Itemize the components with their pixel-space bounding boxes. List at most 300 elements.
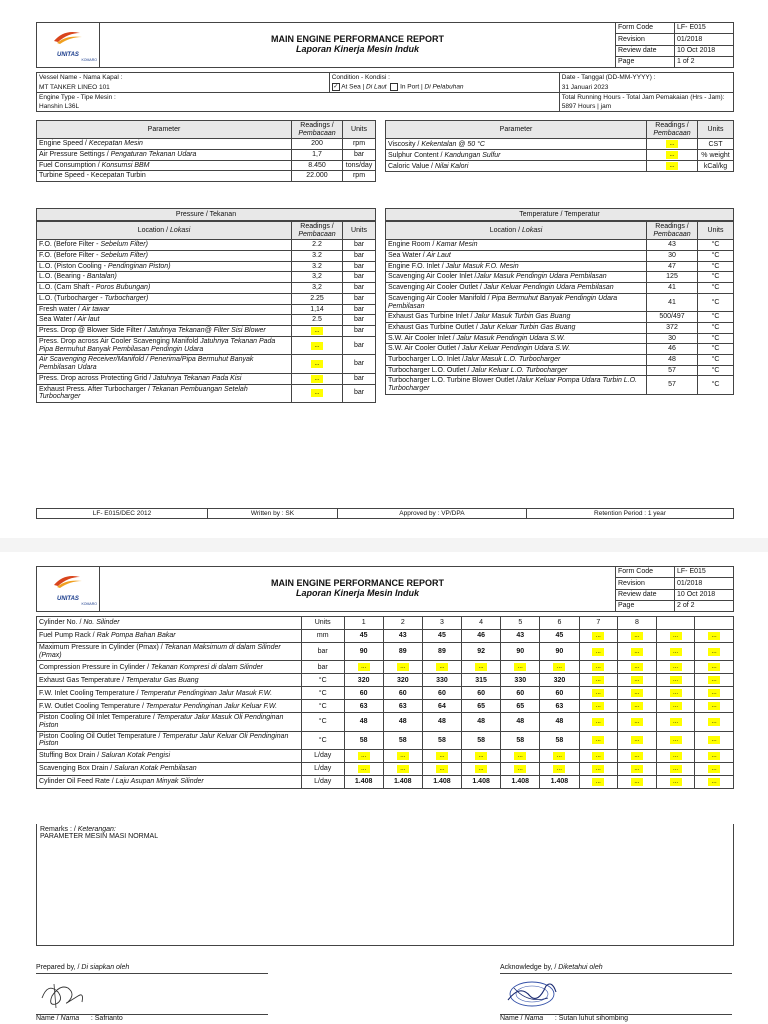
cylinder-row-label: Compression Pressure in Cylinder / Tekanan Kompresi di dalam Silinder [37, 661, 302, 674]
reading-value: 320 [553, 676, 566, 684]
unit: °C [698, 261, 734, 272]
unit: bar [343, 304, 376, 315]
prepared-by-block [36, 964, 268, 974]
location-label: Fresh water / Air tawar [37, 304, 292, 315]
reading-field[interactable]: ... [708, 752, 720, 760]
reading-field[interactable]: ... [631, 632, 643, 640]
unit: °C [301, 674, 344, 687]
location-label: F.O. (Before Filter - Sebelum Filter) [37, 240, 292, 251]
reading-field[interactable]: ... [358, 765, 370, 773]
location-label: Engine Room / Kamar Mesin [386, 240, 647, 251]
cylinder-row [37, 750, 734, 763]
running-hours-value: 5897 Hours | jam [559, 102, 733, 112]
report-header [36, 566, 734, 612]
reading-value: 1.408 [394, 778, 412, 786]
remarks-label: Remarks : / Keterangan: [40, 826, 116, 833]
date-value: 31 Januari 2023 [559, 82, 733, 93]
cylinder-row-label: Cylinder Oil Feed Rate / Laju Asupan Minyak Silinder [37, 776, 302, 789]
reading-field[interactable]: ... [670, 632, 682, 640]
reading-field[interactable]: ... [670, 718, 682, 726]
unit: °C [698, 251, 734, 262]
meta-label: Page [616, 56, 675, 67]
reading-field[interactable]: ... [397, 663, 409, 671]
prepared-name-value: : Safrianto [90, 1015, 123, 1022]
reading-field[interactable]: ... [666, 151, 678, 159]
param-row: Sulphur Content / Kandungan Sulfur ... % weight [386, 150, 734, 161]
reading-value: 65 [477, 702, 485, 710]
cylinder-row [37, 630, 734, 643]
col-readings: Readings / Pembacaan [292, 121, 343, 139]
reading-field[interactable]: ... [358, 752, 370, 760]
engine-type-label: Engine Type - Tipe Mesin : [37, 93, 560, 103]
reading-value: 330 [514, 676, 527, 684]
col-location: Location / Lokasi [37, 222, 292, 240]
reading-field[interactable]: ... [514, 765, 526, 773]
meta-label: Revision [616, 34, 675, 45]
reading-value: 372 [666, 323, 678, 331]
col-location: Location / Lokasi [386, 222, 647, 240]
acknowledge-signature-icon [500, 974, 562, 1012]
data-row [37, 325, 376, 336]
footer-form-code: LF- E015/DEC 2012 [37, 509, 208, 519]
reading-field[interactable]: ... [592, 689, 604, 697]
at-sea-label-it: Di Laut [366, 83, 387, 91]
unit: °C [301, 713, 344, 731]
reading-value: 43 [398, 632, 407, 640]
reading-value: 89 [438, 647, 446, 655]
col-units: Units [343, 222, 376, 240]
reading-field[interactable]: ... [708, 632, 720, 640]
unit: bar [343, 293, 376, 304]
meta-label: Form Code [616, 23, 675, 34]
reading-value: 60 [516, 689, 525, 697]
cylinder-row [37, 776, 734, 789]
cylinder-row-label: F.W. Inlet Cooling Temperature / Temperatur Pendinginan Jalur Masuk F.W. [37, 687, 302, 700]
reading-field[interactable]: ... [708, 702, 720, 710]
cylinder-number: 3 [422, 617, 461, 630]
reading-field[interactable]: ... [436, 752, 448, 760]
reading-field[interactable]: ... [708, 676, 720, 684]
data-row [37, 240, 376, 251]
unit: °C [301, 700, 344, 713]
cylinder-number: 6 [540, 617, 579, 630]
cylinder-row [37, 763, 734, 776]
location-label: L.O. (Cam Shaft - Poros Bubungan) [37, 283, 292, 294]
remarks-text: PARAMETER MESIN MASI NORMAL [40, 833, 159, 840]
unit: bar [343, 373, 376, 384]
param-row: Air Pressure Settings / Pengaturan Tekanan Udara 1,7 bar [37, 150, 376, 161]
reading-field[interactable]: ... [553, 663, 565, 671]
reading-field[interactable]: ... [708, 778, 720, 786]
reading-field[interactable]: ... [631, 765, 643, 773]
meta-value: 01/2018 [675, 578, 734, 589]
reading-field[interactable]: ... [311, 342, 323, 350]
location-label: Exhaust Gas Turbine Outlet / Jalur Keluar Turbin Gas Buang [386, 322, 647, 333]
data-row [386, 312, 734, 323]
logo-wave-icon [48, 571, 88, 593]
unit: °C [698, 322, 734, 333]
pressure-table [36, 208, 376, 403]
reading-field[interactable]: ... [311, 375, 323, 383]
data-row [37, 373, 376, 384]
reading-field[interactable]: ... [475, 765, 487, 773]
param-row: Engine Speed / Kecepatan Mesin 200 rpm [37, 139, 376, 150]
reading-field[interactable]: ... [475, 752, 487, 760]
unit: bar [343, 251, 376, 262]
reading-field[interactable]: ... [631, 752, 643, 760]
reading-field[interactable]: ... [592, 676, 604, 684]
data-row [37, 336, 376, 354]
cylinder-row [37, 674, 734, 687]
cylinder-row [37, 687, 734, 700]
reading-field[interactable]: ... [592, 663, 604, 671]
data-row [37, 315, 376, 326]
reading-value: 58 [438, 736, 446, 744]
reading-value: 57 [668, 381, 676, 389]
acknowledge-name-value: : Sutan luhut sihombing [554, 1015, 629, 1022]
cylinder-row [37, 700, 734, 713]
data-row [386, 272, 734, 283]
reading-field[interactable]: ... [311, 360, 323, 368]
location-label: Press. Drop across Protecting Grid / Jatuhnya Tekanan Pada Kisi [37, 373, 292, 384]
data-row [37, 251, 376, 262]
col-units: Units [343, 121, 376, 139]
location-label: Air Scavenging Receiver/Manifold / Penerima/Pipa Bermuhut Banyak Pembilasan Udara [37, 355, 292, 373]
at-sea-label: At Sea | [341, 83, 367, 91]
reading-value: 46 [668, 345, 676, 353]
reading-field[interactable]: ... [708, 765, 720, 773]
reading-field[interactable]: ... [311, 327, 323, 335]
location-label: S.W. Air Cooler Inlet / Jalur Masuk Pendingin Udara S.W. [386, 333, 647, 344]
location-label: Sea Water / Air Laut [386, 251, 647, 262]
reading-value: 58 [398, 736, 407, 744]
col-readings: Readings / Pembacaan [647, 121, 698, 139]
data-row [386, 261, 734, 272]
col-units: Units [698, 222, 734, 240]
remarks-box[interactable] [36, 824, 734, 946]
reading-value: 1.408 [354, 778, 373, 786]
param-row: Fuel Consumption / Konsumsi BBM 8.450 tons/day [37, 160, 376, 171]
title-english: MAIN ENGINE PERFORMANCE REPORT [270, 34, 444, 45]
col-cylinder-no: Cylinder No. / No. Silinder [37, 617, 302, 630]
reading-field[interactable]: ... [670, 736, 682, 744]
reading-value: 60 [438, 689, 446, 697]
reading-field[interactable]: ... [592, 765, 604, 773]
reading-field[interactable]: ... [553, 765, 565, 773]
cylinder-row [37, 661, 734, 674]
cylinder-number: 2 [383, 617, 422, 630]
reading-value: 3.2 [312, 252, 322, 260]
reading-value: 45 [359, 632, 368, 640]
reading-value: 58 [516, 736, 525, 744]
unit: bar [301, 661, 344, 674]
location-label: S.W. Air Cooler Outlet / Jalur Keluar Pendingin Udara S.W. [386, 344, 647, 355]
reading-field[interactable]: ... [708, 663, 720, 671]
meta-value: 1 of 2 [675, 56, 734, 67]
reading-field[interactable]: ... [592, 778, 604, 786]
unit: °C [301, 687, 344, 700]
location-label: Press. Drop across Air Cooler Scavenging Manifold Jatuhnya Tekanan Pada Pipa Bermuhut Banyak Pembilasan Pendingin Udara [37, 336, 292, 354]
unit: bar [343, 283, 376, 294]
report-header [36, 22, 734, 68]
reading-field[interactable]: ... [670, 648, 682, 656]
reading-field[interactable]: ... [670, 752, 682, 760]
cylinder-row-label: Scavenging Box Drain / Saluran Kotak Pembilasan [37, 763, 302, 776]
param-row: Viscosity / Kekentalan @ 50 °C ... CST [386, 139, 734, 150]
logo-subtext: KOMARO [81, 57, 97, 62]
unit: °C [698, 283, 734, 294]
reading-field[interactable]: ... [592, 702, 604, 710]
unit: °C [301, 731, 344, 749]
in-port-label-it: Di Pelabuhan [424, 83, 464, 91]
unit: bar [343, 355, 376, 373]
page-footer [36, 508, 734, 519]
reading-value: 315 [475, 676, 487, 684]
reading-field[interactable]: ... [514, 752, 526, 760]
reading-field[interactable]: ... [592, 752, 604, 760]
footer-approved-by: Approved by : VP/DPA [337, 509, 526, 519]
reading-field[interactable]: ... [631, 648, 643, 656]
meta-value: LF- E015 [675, 23, 734, 34]
reading-field[interactable]: ... [631, 676, 643, 684]
cylinder-number: 7 [579, 617, 618, 630]
unit: °C [698, 344, 734, 355]
location-label: Scavenging Air Cooler Manifold / Pipa Bermuhut Banyak Pendingin Udara Pembilasan [386, 293, 647, 311]
col-units: Units [301, 617, 344, 630]
cylinder-table [36, 616, 734, 789]
cylinder-number [656, 617, 695, 630]
reading-field[interactable]: ... [514, 663, 526, 671]
meta-value: 2 of 2 [675, 600, 734, 611]
reading-field[interactable]: ... [436, 765, 448, 773]
vessel-name-value: MT TANKER LINEO 101 [37, 82, 330, 93]
temperature-title: Temperature / Temperatur [385, 208, 734, 221]
reading-value: 45 [555, 632, 564, 640]
unit: mm [301, 630, 344, 643]
footer-retention: Retention Period : 1 year [527, 509, 734, 519]
data-row [37, 384, 376, 402]
reading-field[interactable]: ... [670, 765, 682, 773]
location-label: L.O. (Turbocharger - Turbocharger) [37, 293, 292, 304]
reading-value: 48 [398, 718, 407, 726]
unit: °C [698, 240, 734, 251]
reading-field[interactable]: ... [666, 162, 678, 170]
reading-field[interactable]: ... [553, 752, 565, 760]
company-logo [37, 23, 100, 68]
data-row [37, 293, 376, 304]
reading-field[interactable]: ... [631, 778, 643, 786]
cylinder-row-label: Exhaust Gas Temperature / Temperatur Gas Buang [37, 674, 302, 687]
acknowledge-name: Name / Nama : Sutan luhut sihombing [500, 1014, 732, 1022]
unit: °C [698, 376, 734, 394]
data-row [37, 272, 376, 283]
data-row [386, 240, 734, 251]
reading-value: 47 [668, 262, 676, 270]
logo-subtext: KOMARO [81, 601, 97, 606]
reading-value: 1.408 [511, 778, 530, 786]
reading-field[interactable]: ... [631, 736, 643, 744]
reading-field[interactable]: ... [708, 736, 720, 744]
reading-value: 3,2 [312, 284, 322, 292]
reading-field[interactable]: ... [631, 718, 643, 726]
reading-value: 65 [516, 702, 525, 710]
reading-field[interactable]: ... [397, 752, 409, 760]
report-page-2 [0, 552, 768, 1024]
location-label: Exhaust Gas Turbine Inlet / Jalur Masuk Turbin Gas Buang [386, 312, 647, 323]
date-label: Date - Tanggal (DD-MM-YYYY) : [559, 73, 733, 83]
param-row: Turbine Speed - Kecepatan Turbin 22.000 rpm [37, 171, 376, 182]
unit: L/day [301, 763, 344, 776]
param-row: Caloric Value / Nilai Kalori ... kCal/kg [386, 161, 734, 172]
location-label: Exhaust Press. After Turbocharger / Tekanan Pembuangan Setelah Turbocharger [37, 384, 292, 402]
reading-value: 2.25 [310, 294, 324, 302]
location-label: Turbocharger L.O. Outlet / Jalur Keluar L.O. Turbocharger [386, 365, 647, 376]
unit: bar [343, 272, 376, 283]
logo-text: UNITAS [57, 52, 79, 59]
reading-field[interactable]: ... [631, 689, 643, 697]
unit: bar [343, 315, 376, 326]
reading-field[interactable]: ... [592, 736, 604, 744]
reading-field[interactable]: ... [358, 663, 370, 671]
location-label: Turbocharger L.O. Turbine Blower Outlet /Jalur Keluar Pompa Udara Turbin L.O. Turbocharger [386, 376, 647, 394]
acknowledge-by-label: Acknowledge by, / Diketahui oleh [500, 964, 732, 974]
reading-field[interactable]: ... [708, 648, 720, 656]
reading-value: 63 [359, 702, 368, 710]
reading-value: 89 [398, 647, 407, 655]
reading-value: 60 [359, 689, 368, 697]
reading-value: 90 [516, 647, 525, 655]
data-row [386, 376, 734, 394]
cylinder-number: 8 [618, 617, 657, 630]
reading-value: 63 [398, 702, 407, 710]
parameters-left-table [36, 120, 376, 182]
cylinder-row [37, 731, 734, 749]
location-label: L.O. (Piston Cooling - Pendinginan Piston) [37, 261, 292, 272]
reading-field[interactable]: ... [670, 676, 682, 684]
reading-field[interactable]: ... [708, 718, 720, 726]
reading-field[interactable]: ... [670, 663, 682, 671]
cylinder-number: 1 [344, 617, 383, 630]
reading-value: 320 [357, 676, 370, 684]
prepared-name: Name / Nama : Safrianto [36, 1014, 268, 1022]
reading-field[interactable]: ... [311, 389, 323, 397]
unit: bar [343, 261, 376, 272]
reading-value: 330 [436, 676, 448, 684]
reading-field[interactable]: ... [592, 632, 604, 640]
reading-field[interactable]: ... [436, 663, 448, 671]
data-row [386, 293, 734, 311]
meta-label: Revision [616, 578, 675, 589]
reading-value: 125 [666, 273, 678, 281]
condition-options [329, 82, 559, 93]
reading-value: 2.2 [312, 241, 322, 249]
reading-value: 43 [668, 241, 676, 249]
logo-wave-icon [48, 27, 88, 49]
cylinder-row-label: Stuffing Box Drain / Saluran Kotak Pengisi [37, 750, 302, 763]
unit: °C [698, 365, 734, 376]
location-label: Turbocharger L.O. Inlet /Jalur Masuk L.O. Turbocharger [386, 354, 647, 365]
footer-written-by: Written by : SK [208, 509, 338, 519]
cylinder-row-label: Piston Cooling Oil Outlet Temperature / Temperatur Jalur Keluar Oli Pendinginan Piston [37, 731, 302, 749]
unit: °C [698, 293, 734, 311]
reading-value: 3.2 [312, 262, 322, 270]
reading-value: 48 [516, 718, 525, 726]
reading-field[interactable]: ... [666, 140, 678, 148]
reading-value: 48 [438, 718, 446, 726]
cylinder-row-label: Piston Cooling Oil Inlet Temperature / Temperatur Jalur Masuk Oli Pendinginan Piston [37, 713, 302, 731]
report-title [100, 23, 616, 68]
reading-value: 43 [516, 632, 525, 640]
reading-value: 46 [477, 632, 485, 640]
reading-value: 45 [438, 632, 446, 640]
reading-value: 2.5 [312, 316, 322, 324]
reading-value: 30 [668, 334, 676, 342]
reading-field[interactable]: ... [592, 718, 604, 726]
col-readings: Readings / Pembacaan [292, 222, 343, 240]
reading-value: 60 [477, 689, 485, 697]
reading-field[interactable]: ... [631, 702, 643, 710]
company-logo [37, 567, 100, 612]
condition-label: Condition - Kondisi : [329, 73, 559, 83]
at-sea-checkbox[interactable]: ✓ [333, 84, 339, 91]
reading-field[interactable]: ... [475, 663, 487, 671]
data-row [386, 365, 734, 376]
meta-value: 01/2018 [675, 34, 734, 45]
location-label: Scavenging Air Cooler Inlet /Jalur Masuk Pendingin Udara Pembilasan [386, 272, 647, 283]
reading-value: 41 [668, 284, 676, 292]
reading-field[interactable]: ... [592, 648, 604, 656]
cylinder-row [37, 643, 734, 661]
reading-field[interactable]: ... [631, 663, 643, 671]
reading-value: 1,14 [310, 305, 324, 313]
data-row [386, 251, 734, 262]
vessel-name-label: Vessel Name - Nama Kapal : [37, 73, 330, 83]
location-label: Sea Water / Air laut [37, 315, 292, 326]
unit: bar [343, 336, 376, 354]
reading-value: 92 [477, 647, 485, 655]
reading-value: 3,2 [312, 273, 322, 281]
in-port-checkbox[interactable] [390, 83, 398, 91]
in-port-label: In Port | [400, 83, 425, 91]
col-parameter: Parameter [386, 121, 647, 139]
unit: L/day [301, 750, 344, 763]
reading-value: 48 [359, 718, 368, 726]
data-row [37, 304, 376, 315]
location-label: Engine F.O. Inlet / Jalur Masuk F.O. Mesin [386, 261, 647, 272]
reading-field[interactable]: ... [670, 778, 682, 786]
reading-value: 58 [555, 736, 564, 744]
reading-field[interactable]: ... [670, 689, 682, 697]
data-row [386, 344, 734, 355]
reading-value: 90 [555, 647, 564, 655]
unit: °C [698, 312, 734, 323]
cylinder-row [37, 713, 734, 731]
col-units: Units [698, 121, 734, 139]
reading-field[interactable]: ... [670, 702, 682, 710]
reading-field[interactable]: ... [397, 765, 409, 773]
meta-value: 10 Oct 2018 [675, 45, 734, 56]
cylinder-number: 4 [462, 617, 501, 630]
reading-value: 58 [359, 736, 368, 744]
unit: bar [301, 643, 344, 661]
location-label: L.O. (Bearing - Bantalan) [37, 272, 292, 283]
reading-value: 58 [477, 736, 485, 744]
reading-field[interactable]: ... [708, 689, 720, 697]
unit: L/day [301, 776, 344, 789]
reading-value: 41 [668, 298, 676, 306]
title-indonesian: Laporan Kinerja Mesin Induk [295, 44, 420, 54]
data-row [386, 322, 734, 333]
